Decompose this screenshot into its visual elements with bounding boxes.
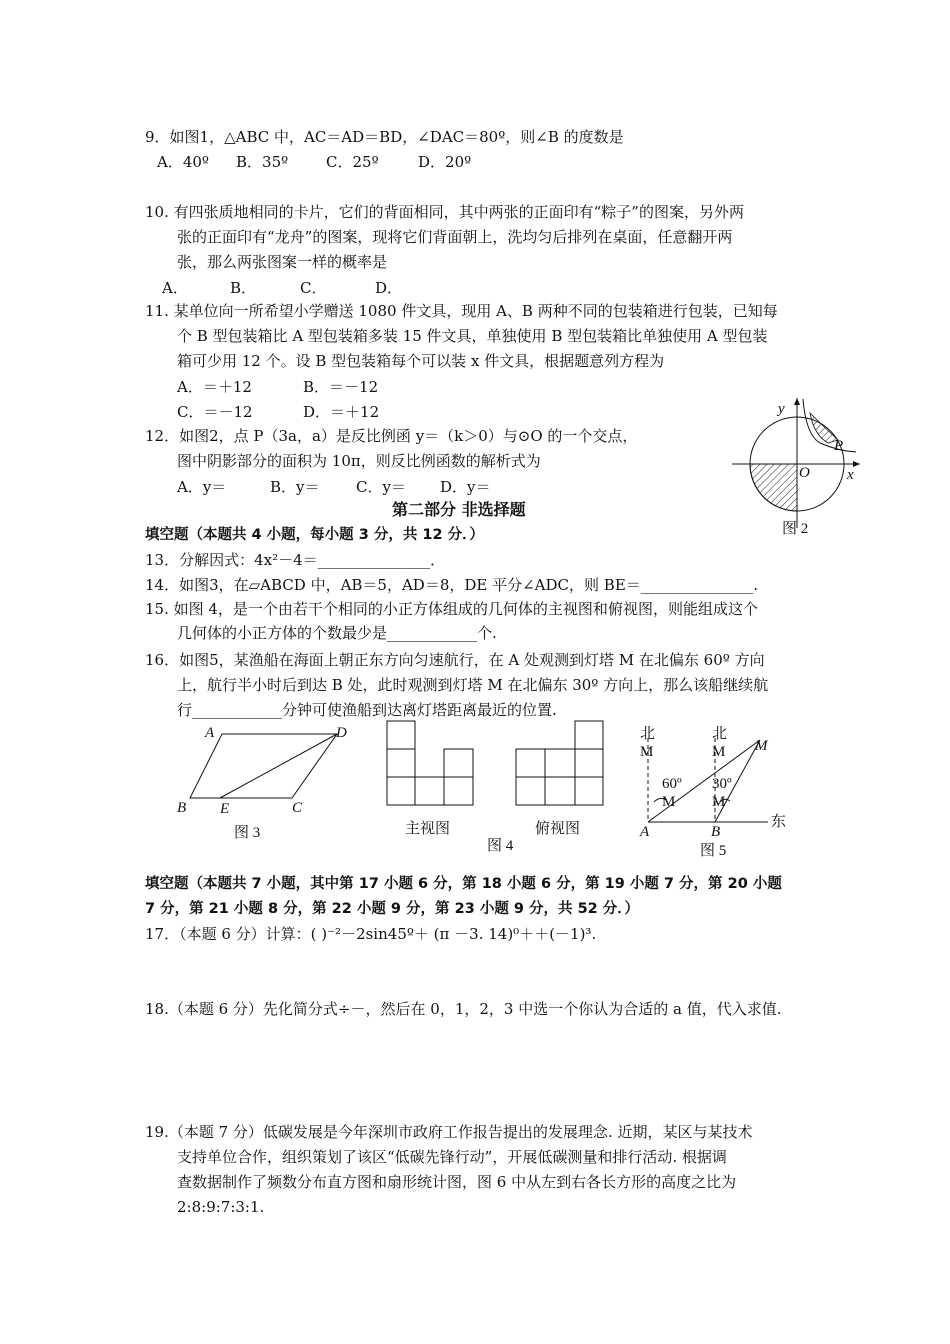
q9-option-b: B．35º (236, 153, 289, 171)
section1-header: 填空题（本题共 4 小题，每小题 3 分，共 12 分．） (145, 527, 484, 543)
fig5-m2: M (712, 744, 726, 760)
figure-5 (630, 718, 800, 863)
q19-line3: 查数据制作了频数分布直方图和扇形统计图，图 6 中从左到右各长方形的高度之比为 (177, 1173, 737, 1191)
q10-option-c: C． (300, 279, 327, 297)
fig4-caption: 图 4 (487, 838, 514, 854)
q18: 18.（本题 6 分）先化简分式÷－，然后在 0，1，2，3 中选一个你认为合适的 a 值，代入求值. (145, 1000, 782, 1018)
figure-2 (730, 395, 870, 545)
q10-line2: 张的正面印有“龙舟”的图案，现将它们背面朝上，洗均匀后排列在桌面，任意翻开两 (177, 228, 733, 246)
fig5-label-m: M (755, 738, 768, 754)
fig2-label-p: P (834, 438, 844, 454)
q12-option-a: A．y＝ (177, 478, 227, 496)
fig4-front-caption: 主视图 (405, 821, 451, 837)
section2-header-line1: 填空题（本题共 7 小题，其中第 17 小题 6 分，第 18 小题 6 分，第 19 小题 7 分，第 20 小题 (145, 876, 782, 892)
q16-line1: 16．如图5，某渔船在海面上朝正东方向匀速航行，在 A 处观测到灯塔 M 在北偏东 60º 方向 (145, 651, 765, 669)
q11-option-d: D．＝＋12 (303, 403, 380, 421)
fig5-angle-30: 30º (712, 776, 732, 792)
fig2-label-y: y (778, 401, 785, 417)
q11-option-c: C．＝－12 (177, 403, 253, 421)
q11-option-b: B．＝－12 (303, 378, 379, 396)
section2-header-line2: 7 分，第 21 小题 8 分，第 22 小题 9 分，第 23 小题 9 分，共 52 分．） (145, 901, 640, 917)
fig5-label-b: B (711, 824, 721, 840)
q10-option-d: D． (375, 279, 403, 297)
q11-line1: 11. 某单位向一所希望小学赠送 1080 件文具，现用 A、B 两种不同的包装箱进行包装，已知每 (145, 302, 778, 320)
q17: 17．（本题 6 分）计算：( )⁻²－2sin45º＋ (π －3. 14)⁰＋＋(－1)³. (145, 925, 597, 943)
fig3-label-e: E (220, 801, 230, 817)
q19-line4: 2:8:9:7:3:1. (177, 1198, 265, 1216)
q19-line1: 19.（本题 7 分）低碳发展是今年深圳市政府工作报告提出的发展理念. 近期，某区与某技术 (145, 1123, 753, 1141)
fig2-caption: 图 2 (782, 521, 809, 537)
fig3-label-c: C (292, 800, 303, 816)
fig5-label-a: A (640, 824, 650, 840)
q15-line2: 几何体的小正方体的个数最少是____________个. (177, 624, 497, 642)
q12-line1: 12．如图2，点 P（3a，a）是反比例函 y＝（k＞0）与⊙O 的一个交点， (145, 427, 638, 445)
q9-option-d: D．20º (418, 153, 472, 171)
fig5-angle-60: 60º (662, 776, 682, 792)
q10-line1: 10. 有四张质地相同的卡片，它们的背面相同，其中两张的正面印有“粽子”的图案，另外两 (145, 203, 744, 221)
q10-option-b: B． (230, 279, 257, 297)
q11-line2: 个 B 型包装箱比 A 型包装箱多装 15 件文具，单独使用 B 型包装箱比单独使用 A 型包装 (177, 327, 768, 345)
fig2-label-x: x (847, 467, 854, 483)
q11-line3: 箱可少用 12 个。设 B 型包装箱每个可以装 x 件文具，根据题意列方程为 (177, 352, 665, 370)
q12-option-c: C．y＝ (356, 478, 406, 496)
q9-option-c: C．25º (326, 153, 379, 171)
fig5-caption: 图 5 (700, 843, 727, 859)
fig5-north-2: 北 (712, 726, 728, 742)
q10-option-a: A． (162, 279, 188, 297)
fig5-label-east: 东 (771, 814, 787, 830)
q16-line3: 行____________分钟可使渔船到达离灯塔距离最近的位置. (177, 701, 557, 719)
fig5-north-1: 北 (640, 726, 656, 742)
fig2-label-o: O (799, 465, 810, 481)
q13: 13．分解因式：4x²－4＝_______________． (145, 551, 446, 569)
q12-option-d: D．y＝ (440, 478, 491, 496)
q9-stem: 9．如图1，△ABC 中，AC＝AD＝BD，∠DAC＝80º，则∠B 的度数是 (145, 128, 624, 146)
fig3-label-b: B (177, 800, 187, 816)
fig5-m1: M (640, 744, 654, 760)
q16-line2: 上，航行半小时后到达 B 处，此时观测到灯塔 M 在北偏东 30º 方向上，那么该船继续航 (177, 676, 769, 694)
fig3-label-d: D (336, 725, 347, 741)
fig3-label-a: A (205, 725, 215, 741)
q9-option-a: A．40º (157, 153, 209, 171)
q12-option-b: B．y＝ (270, 478, 320, 496)
fig5-m4: M (712, 794, 726, 810)
q19-line2: 支持单位合作，组织策划了该区“低碳先锋行动”，开展低碳测量和排行活动. 根据调 (177, 1148, 727, 1166)
figure-4 (380, 716, 610, 856)
fig3-caption: 图 3 (234, 825, 261, 841)
q15-line1: 15. 如图 4，是一个由若干个相同的小正方体组成的几何体的主视图和俯视图，则能组成这个 (145, 600, 758, 618)
fig5-m3: M (662, 794, 676, 810)
q11-option-a: A．＝＋12 (177, 378, 252, 396)
part2-title: 第二部分 非选择题 (392, 500, 526, 519)
figure-3 (172, 720, 362, 845)
q10-line3: 张，那么两张图案一样的概率是 (177, 253, 388, 271)
q14: 14．如图3，在▱ABCD 中，AB＝5，AD＝8，DE 平分∠ADC，则 BE＝_______________. (145, 576, 759, 594)
q12-line2: 图中阴影部分的面积为 10π，则反比例函数的解析式为 (177, 452, 541, 470)
fig4-top-caption: 俯视图 (535, 821, 581, 837)
